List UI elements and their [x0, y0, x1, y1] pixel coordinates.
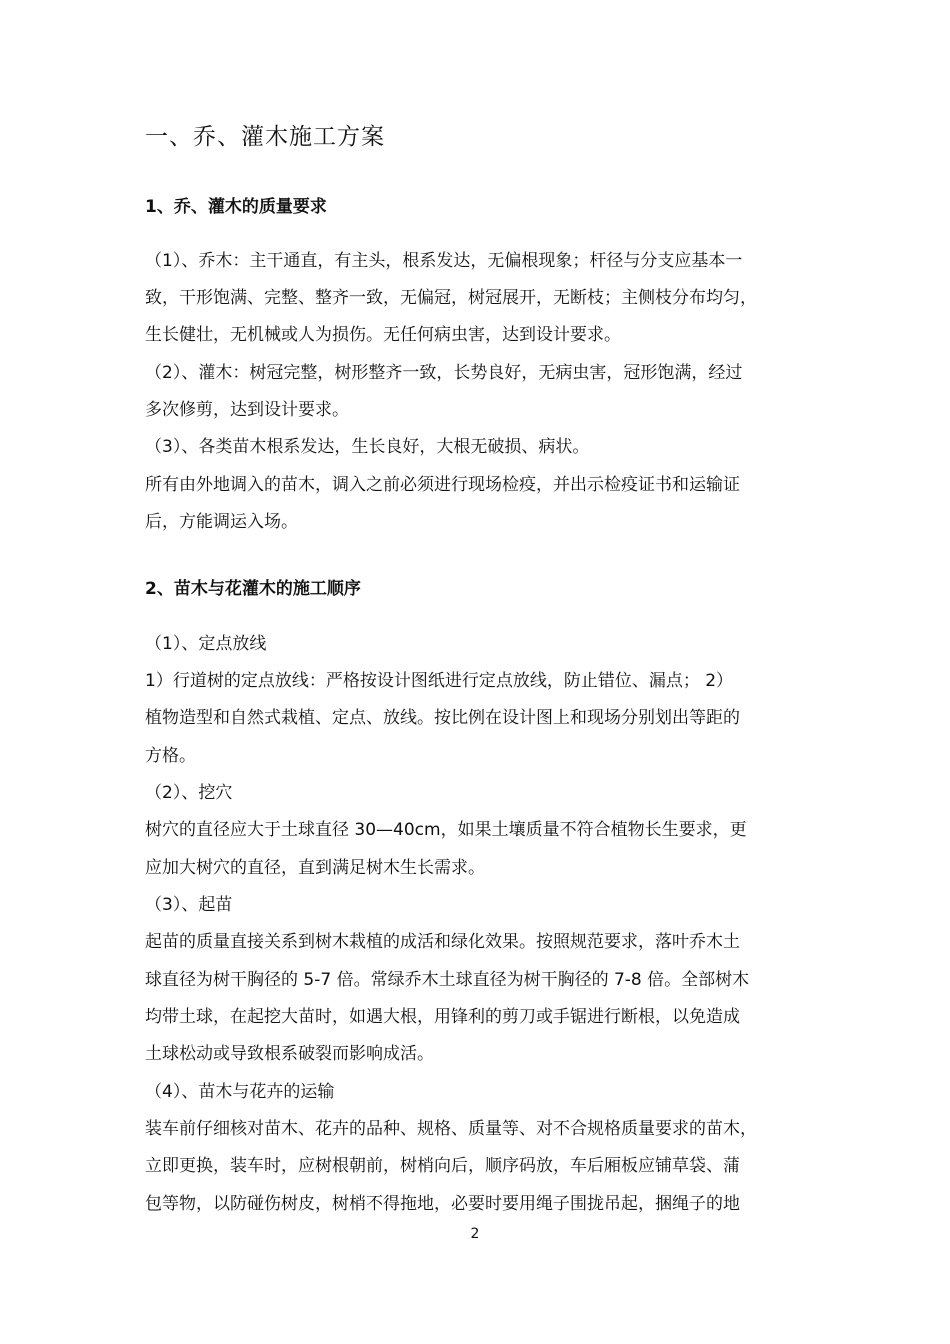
paragraph-line: 包等物，以防碰伤树皮，树梢不得拖地，必要时要用绳子围拢吊起，捆绳子的地	[145, 1194, 740, 1214]
paragraph-line: 1）行道树的定点放线：严格按设计图纸进行定点放线，防止错位、漏点； 2）	[145, 671, 734, 691]
page-number: 2	[470, 1226, 480, 1242]
paragraph-line: 植物造型和自然式栽植、定点、放线。按比例在设计图上和现场分别划出等距的	[145, 708, 740, 728]
paragraph-line: 起苗的质量直接关系到树木栽植的成活和绿化效果。按照规范要求，落叶乔木土	[145, 932, 740, 952]
paragraph-line: 生长健壮，无机械或人为损伤。无任何病虫害，达到设计要求。	[145, 325, 621, 345]
paragraph-line: 多次修剪，达到设计要求。	[145, 400, 349, 420]
paragraph-line: 后，方能调运入场。	[145, 512, 298, 532]
paragraph-line: 土球松动或导致根系破裂而影响成活。	[145, 1044, 434, 1064]
paragraph-line: 应加大树穴的直径，直到满足树木生长需求。	[145, 858, 485, 878]
section-1-heading: 1、乔、灌木的质量要求	[145, 197, 327, 217]
paragraph-line: （1）、定点放线	[145, 634, 267, 654]
paragraph-line: 立即更换，装车时，应树根朝前，树梢向后，顺序码放，车后厢板应铺草袋、蒲	[145, 1156, 740, 1176]
paragraph-line: 球直径为树干胸径的 5-7 倍。常绿乔木土球直径为树干胸径的 7-8 倍。全部树木	[145, 970, 750, 990]
paragraph-line: 所有由外地调入的苗木，调入之前必须进行现场检疫，并出示检疫证书和运输证	[145, 475, 740, 495]
paragraph-line: 树穴的直径应大于土球直径 30—40cm，如果土壤质量不符合植物长生要求，更	[145, 820, 747, 840]
paragraph-line: 致，干形饱满、完整、整齐一致，无偏冠，树冠展开，无断枝；主侧枝分布均匀，	[145, 288, 757, 308]
paragraph-line: （1）、乔木：主干通直，有主头，根系发达，无偏根现象；杆径与分支应基本一	[145, 251, 743, 271]
paragraph-line: （3）、起苗	[145, 895, 233, 915]
paragraph-line: （2）、挖穴	[145, 783, 233, 803]
paragraph-line: （3）、各类苗木根系发达，生长良好，大根无破损、病状。	[145, 437, 590, 457]
paragraph-line: 装车前仔细核对苗木、花卉的品种、规格、质量等、对不合规格质量要求的苗木，	[145, 1119, 757, 1139]
document-title: 一、乔、灌木施工方案	[145, 124, 385, 150]
paragraph-line: 方格。	[145, 746, 196, 766]
paragraph-line: （2）、灌木：树冠完整，树形整齐一致，长势良好，无病虫害，冠形饱满，经过	[145, 363, 743, 383]
paragraph-line: 均带土球，在起挖大苗时，如遇大根，用锋利的剪刀或手锯进行断根，以免造成	[145, 1007, 740, 1027]
paragraph-line: （4）、苗木与花卉的运输	[145, 1082, 335, 1102]
section-2-heading: 2、苗木与花灌木的施工顺序	[145, 579, 361, 599]
